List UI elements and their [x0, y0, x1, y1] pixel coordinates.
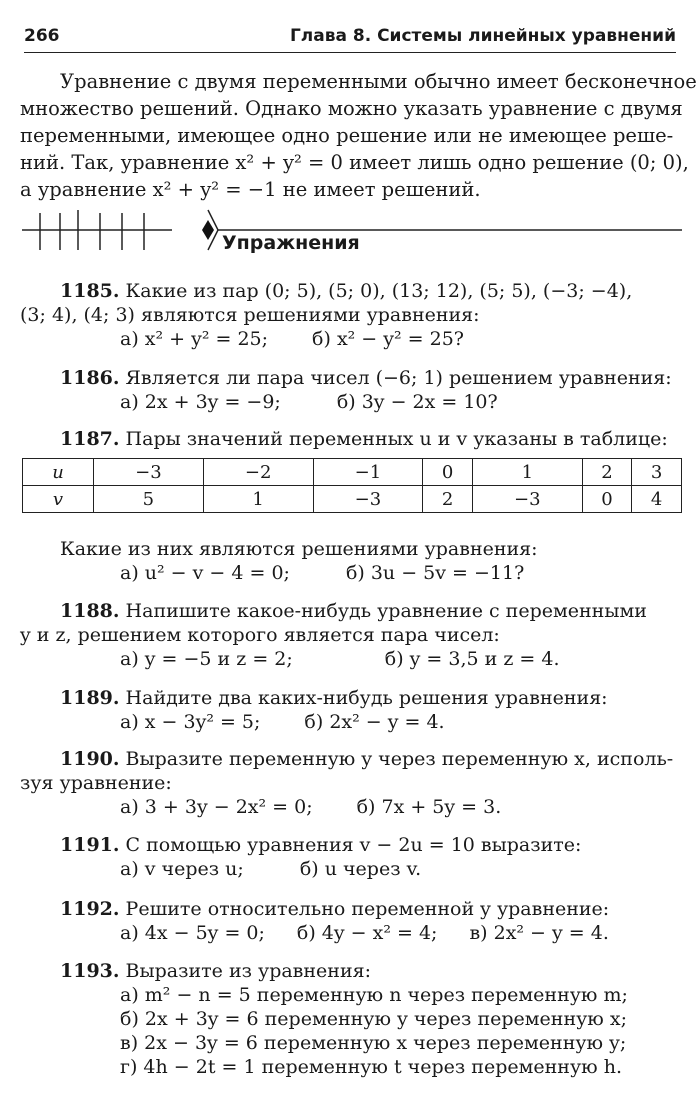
exercise-1192 — [20, 897, 680, 945]
exercise-option-a: а) 3 + 3y − 2x² = 0; — [120, 796, 313, 818]
intro-line: переменными, имеющее одно решение или не имеющее реше- — [20, 124, 674, 147]
exercise-number: 1185. — [60, 280, 120, 302]
exercise-option-b: б) y = 3,5 и z = 4. — [384, 648, 560, 670]
intro-line: Уравнение с двумя переменными обычно имеет бесконечное — [60, 70, 697, 93]
exercise-1193 — [20, 959, 680, 1079]
table-cell: 1 — [203, 486, 313, 513]
page-number: 266 — [24, 26, 60, 46]
table-cell: −1 — [313, 459, 423, 486]
exercise-number: 1191. — [60, 834, 120, 856]
exercise-1189 — [20, 686, 680, 734]
table-cell: 0 — [582, 486, 632, 513]
exercise-number: 1187. — [60, 428, 120, 450]
exercise-text: Какие из пар (0; 5), (5; 0), (13; 12), (5; 5), (−3; −4), — [125, 280, 633, 302]
exercise-option-a: а) v через u; — [120, 858, 244, 880]
intro-line: множество решений. Однако можно указать уравнение с двумя — [20, 97, 683, 120]
exercise-text: Найдите два каких-нибудь решения уравнения: — [125, 687, 608, 709]
exercise-number: 1193. — [60, 960, 120, 982]
table-cell: −3 — [94, 459, 204, 486]
exercise-option-a: а) y = −5 и z = 2; — [120, 648, 293, 670]
exercise-1191 — [20, 833, 680, 881]
exercise-text: Выразите из уравнения: — [125, 960, 371, 982]
exercise-option-a: а) 2x + 3y = −9; — [120, 391, 281, 413]
exercise-option-a: а) u² − v − 4 = 0; — [120, 562, 290, 584]
exercise-option-b: б) 7x + 5y = 3. — [356, 796, 502, 818]
page-header — [24, 20, 676, 52]
exercise-1187 — [20, 427, 680, 451]
exercise-number: 1190. — [60, 748, 120, 770]
exercise-option-a: а) m² − n = 5 переменную n через переменную m; — [120, 984, 628, 1006]
table-cell: 2 — [582, 459, 632, 486]
intro-line: а уравнение x² + y² = −1 не имеет решений. — [20, 178, 481, 201]
table-cell: 4 — [632, 486, 682, 513]
exercise-option-b: б) x² − y² = 25? — [312, 328, 464, 350]
exercise-option-b: б) 3u − 5v = −11? — [345, 562, 525, 584]
exercise-option-d: г) 4h − 2t = 1 переменную t через переменную h. — [120, 1056, 622, 1078]
exercise-text: (3; 4), (4; 3) являются решениями уравнения: — [20, 304, 480, 326]
values-table — [22, 458, 682, 513]
table-row — [23, 459, 682, 486]
exercise-number: 1189. — [60, 687, 120, 709]
exercise-option-b: б) 3y − 2x = 10? — [336, 391, 498, 413]
exercise-option-b: б) u через v. — [299, 858, 422, 880]
table-cell: u — [23, 459, 94, 486]
chapter-title: Глава 8. Системы линейных уравнений — [289, 26, 676, 46]
exercise-1190 — [20, 747, 680, 819]
exercise-1188 — [20, 599, 680, 671]
exercise-option-b: б) 2x + 3y = 6 переменную y через переменную x; — [120, 1008, 627, 1030]
exercise-option-c: в) 2x − 3y = 6 переменную x через переменную y; — [120, 1032, 627, 1054]
table-cell: −3 — [472, 486, 582, 513]
exercise-text: С помощью уравнения v − 2u = 10 выразите: — [125, 834, 582, 856]
exercise-option-b: б) 4y − x² = 4; — [296, 922, 438, 944]
exercise-option-a: а) 4x − 5y = 0; — [120, 922, 265, 944]
intro-line: ний. Так, уравнение x² + y² = 0 имеет лишь одно решение (0; 0), — [20, 151, 689, 174]
table-row — [23, 486, 682, 513]
exercise-text: Решите относительно переменной y уравнение: — [125, 898, 610, 920]
exercise-option-a: а) x − 3y² = 5; — [120, 711, 261, 733]
table-cell: −3 — [313, 486, 423, 513]
table-cell: 3 — [632, 459, 682, 486]
exercise-text: зуя уравнение: — [20, 772, 172, 794]
table-cell: v — [23, 486, 94, 513]
table-cell: 2 — [423, 486, 473, 513]
exercise-text: Выразите переменную y через переменную x, исполь- — [125, 748, 674, 770]
table-cell: 0 — [423, 459, 473, 486]
exercise-number: 1192. — [60, 898, 120, 920]
intro-paragraph — [20, 68, 697, 203]
exercise-option-a: а) x² + y² = 25; — [120, 328, 269, 350]
exercise-1187-question — [20, 537, 680, 585]
exercise-option-c: в) 2x² − y = 4. — [469, 922, 609, 944]
exercise-text: Какие из них являются решениями уравнения: — [60, 538, 538, 560]
exercise-1186 — [20, 366, 680, 414]
table-cell: 1 — [472, 459, 582, 486]
exercise-text: y и z, решением которого является пара чисел: — [20, 624, 500, 646]
exercise-text: Пары значений переменных u и v указаны в таблице: — [125, 428, 668, 450]
exercise-number: 1188. — [60, 600, 120, 622]
exercise-1185 — [20, 279, 680, 351]
table-cell: 5 — [94, 486, 204, 513]
table-cell: −2 — [203, 459, 313, 486]
exercise-option-b: б) 2x² − y = 4. — [304, 711, 445, 733]
exercise-text: Является ли пара чисел (−6; 1) решением уравнения: — [125, 367, 672, 389]
header-rule — [24, 52, 676, 53]
section-title: Упражнения — [222, 232, 360, 254]
exercise-text: Напишите какое-нибудь уравнение с переменными — [125, 600, 647, 622]
exercise-number: 1186. — [60, 367, 120, 389]
